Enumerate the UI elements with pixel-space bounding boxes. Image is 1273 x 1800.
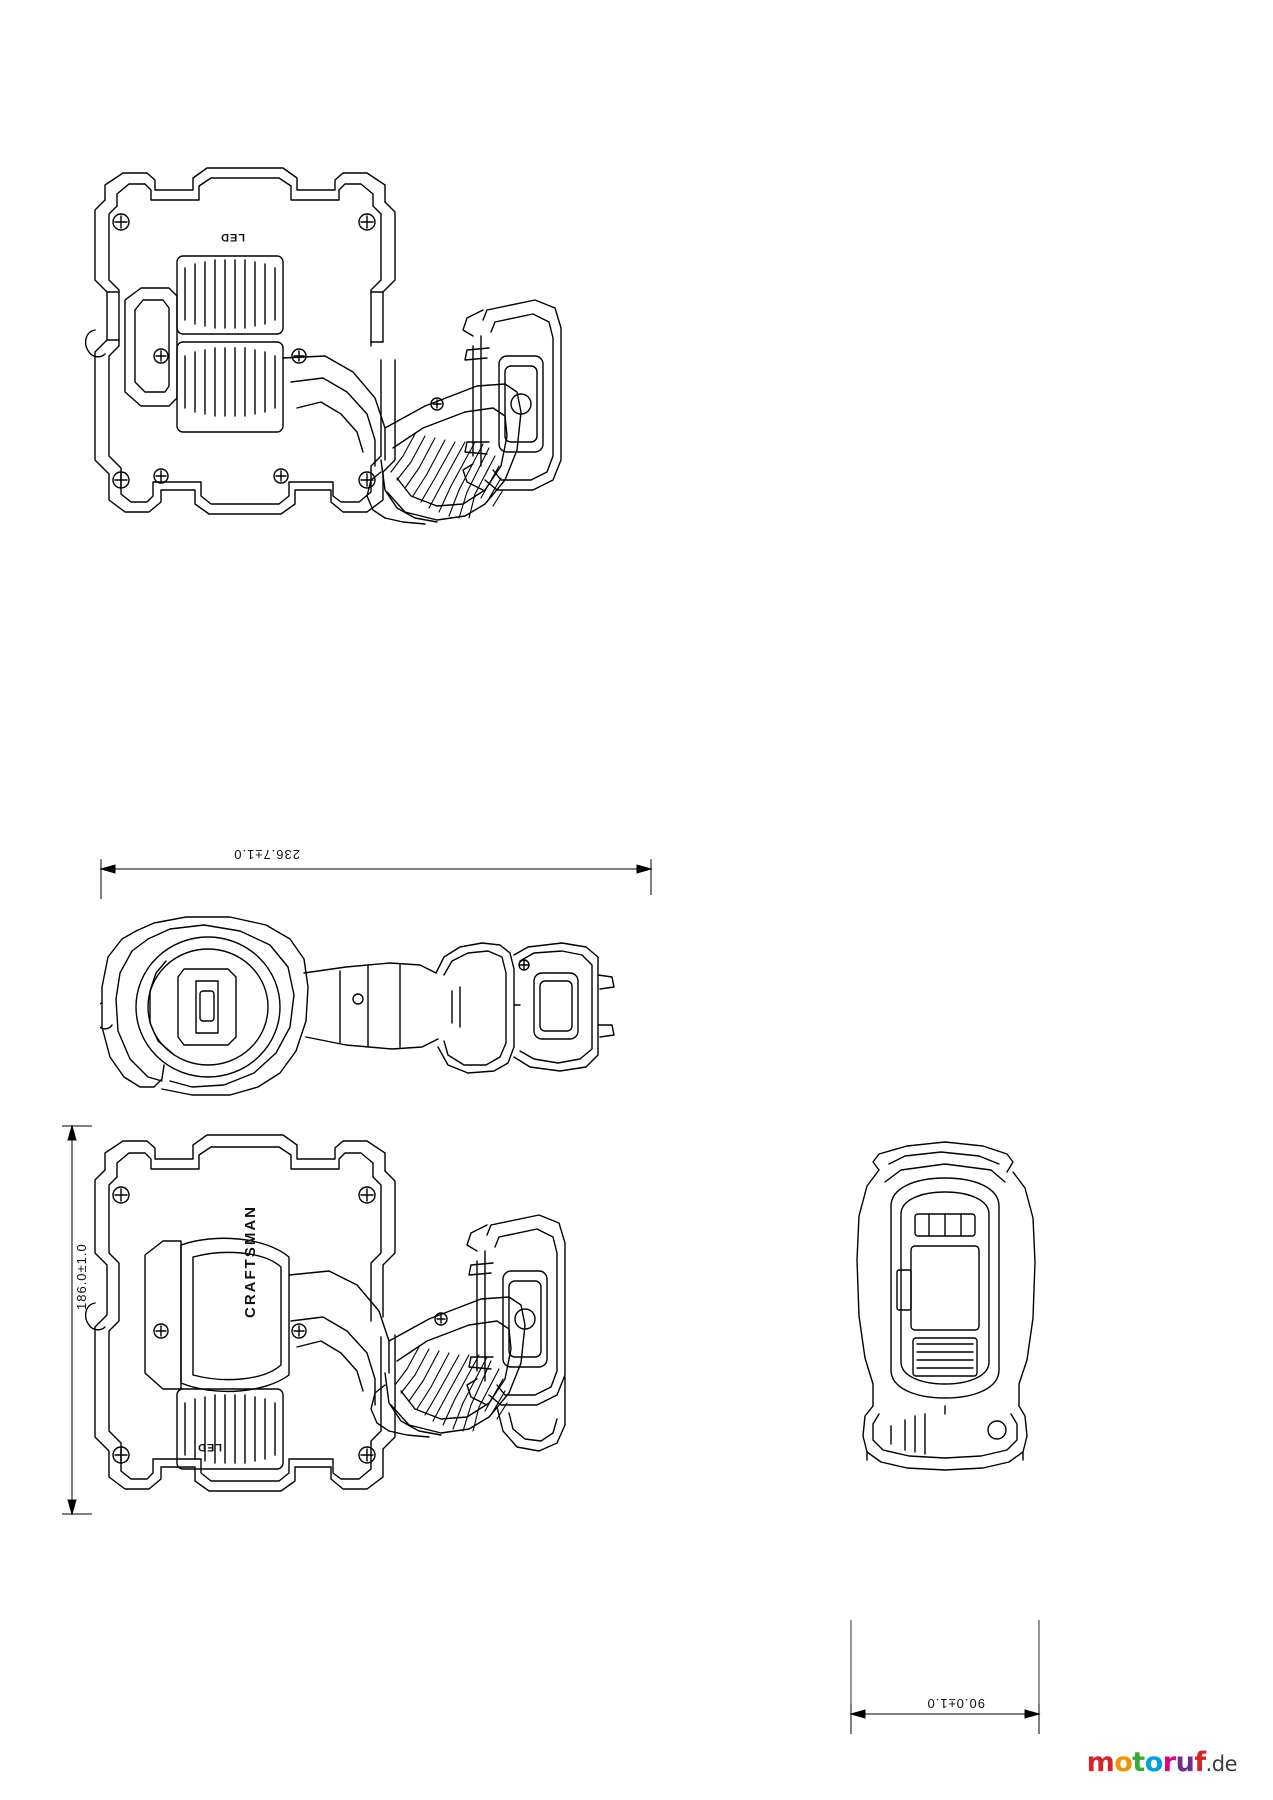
dimension-height-label: 186.0±1.0 <box>74 1243 89 1310</box>
extension-lines-front <box>845 1440 1045 1720</box>
dimension-length <box>95 855 655 905</box>
view-side-view <box>85 1125 665 1525</box>
logo-letter-m: m <box>1086 1747 1115 1778</box>
view-top-view <box>85 160 645 550</box>
dimension-width-label: 90.0±1.0 <box>926 1696 985 1711</box>
dimension-height <box>58 1120 98 1520</box>
logo-suffix: .de <box>1205 1752 1237 1776</box>
brand-marking: CRAFTSMAN <box>242 1205 259 1318</box>
logo-letter-o1: o <box>1114 1747 1133 1778</box>
led-marking-top: LED <box>220 231 245 243</box>
watermark-logo <box>1087 1749 1237 1776</box>
logo-letter-t: t <box>1132 1747 1145 1778</box>
logo-letter-r: r <box>1162 1747 1176 1778</box>
led-marking-bottom: LED <box>197 1441 222 1453</box>
logo-letter-f: f <box>1194 1747 1206 1778</box>
logo-letter-o2: o <box>1144 1747 1163 1778</box>
logo-letter-u: u <box>1175 1747 1195 1778</box>
dimension-length-label: 236.7±1.0 <box>233 847 300 862</box>
view-plan-view <box>100 895 640 1120</box>
